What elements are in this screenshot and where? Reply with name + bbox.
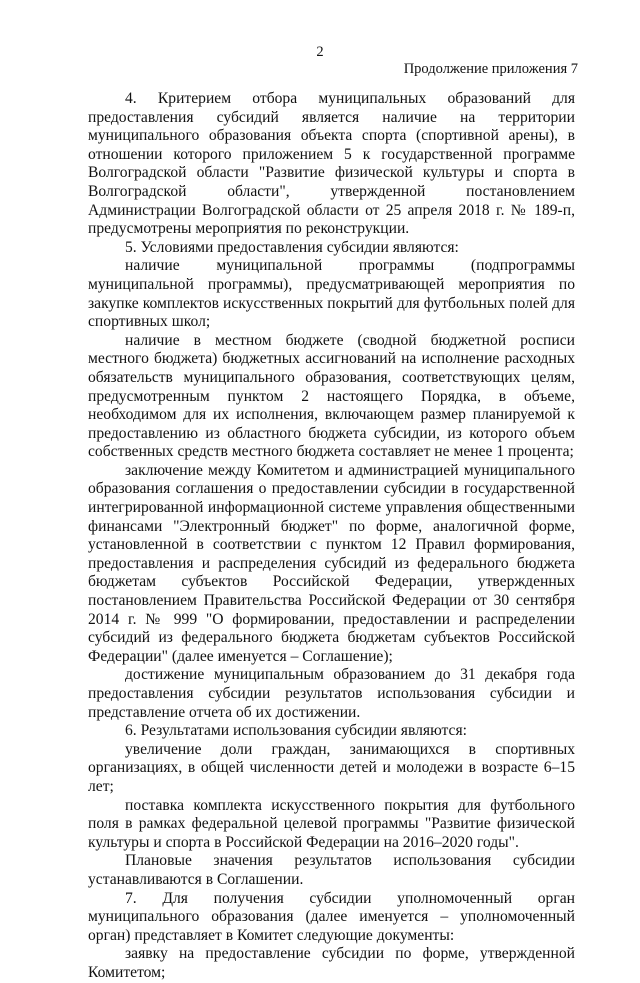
planned-values-note: Плановые значения результатов использования субсидии устанавливаются в Соглашении. <box>88 852 575 888</box>
paragraph-6-results-heading: 6. Результатами использования субсидии являются: <box>125 722 467 740</box>
result-share-increase: увеличение доли граждан, занимающихся в спортивных организациях, в общей численности детей и молодежи в возрасте 6–15 лет; <box>88 740 575 795</box>
result-coverage-delivery: поставка комплекта искусственного покрытия для футбольного поля в рамках федеральной целевой программы "Развитие физической культуры и спорта в Российской Федерации на 2016–2020 годы". <box>88 796 575 851</box>
condition-agreement: заключение между Комитетом и администрацией муниципального образования соглашения о предоставлении субсидии в государственной интегрированной информационной системе управления общественными финансами "Электронный бюджет" по форме, аналогичной форме, установленной в соответствии с пунктом 12 Правил формирования, предоставления и распределения субсидий из федерального бюджета бюджетам субъектов Российской Федерации, утвержденных постановлением Правительства Российской Федерации от 30 сентября 2014 г. № 999 "О формировании, предоставлении и распределении субсидий из федерального бюджета бюджетам субъектов Российской Федерации" (далее именуется – Соглашение); <box>88 461 575 665</box>
paragraph-5-conditions-heading: 5. Условиями предоставления субсидии являются: <box>125 238 459 256</box>
document-application-form: заявку на предоставление субсидии по форме, утвержденной Комитетом; <box>88 945 575 981</box>
paragraph-7-documents-heading: 7. Для получения субсидии уполномоченный орган муниципального образования (далее именуется – уполномоченный орган) представляет в Комитет следующие документы: <box>88 889 575 944</box>
page-number: 2 <box>316 44 324 60</box>
appendix-continuation-note: Продолжение приложения 7 <box>403 61 578 77</box>
document-body <box>88 90 575 983</box>
condition-local-budget: наличие в местном бюджете (сводной бюджетной росписи местного бюджета) бюджетных ассигнований на исполнение расходных обязательств муниципального образования, соответствующих целям, предусмотренным пунктом 2 настоящего Порядка, в объеме, необходимом для их исполнения, включающем размер планируемой к предоставлению из областного бюджета субсидии, из которого объем собственных средств местного бюджета составляет не менее 1 процента; <box>88 331 575 461</box>
paragraph-4-selection-criterion: 4. Критерием отбора муниципальных образований для предоставления субсидий является наличие на территории муниципального образования объекта спорта (спортивной арены), в отношении которого приложением 5 к государственной программе Волгоградской области "Развитие физической культуры и спорта в Волгоградской области", утвержденной постановлением Администрации Волгоградской области от 25 апреля 2018 г. № 189-п, предусмотрены мероприятия по реконструкции. <box>88 90 575 238</box>
condition-results-achievement: достижение муниципальным образованием до 31 декабря года предоставления субсидии результатов использования субсидии и представление отчета об их достижении. <box>88 666 575 721</box>
condition-municipal-program: наличие муниципальной программы (подпрограммы муниципальной программы), предусматривающей мероприятия по закупке комплектов искусственных покрытий для футбольных полей для спортивных школ; <box>88 257 575 331</box>
